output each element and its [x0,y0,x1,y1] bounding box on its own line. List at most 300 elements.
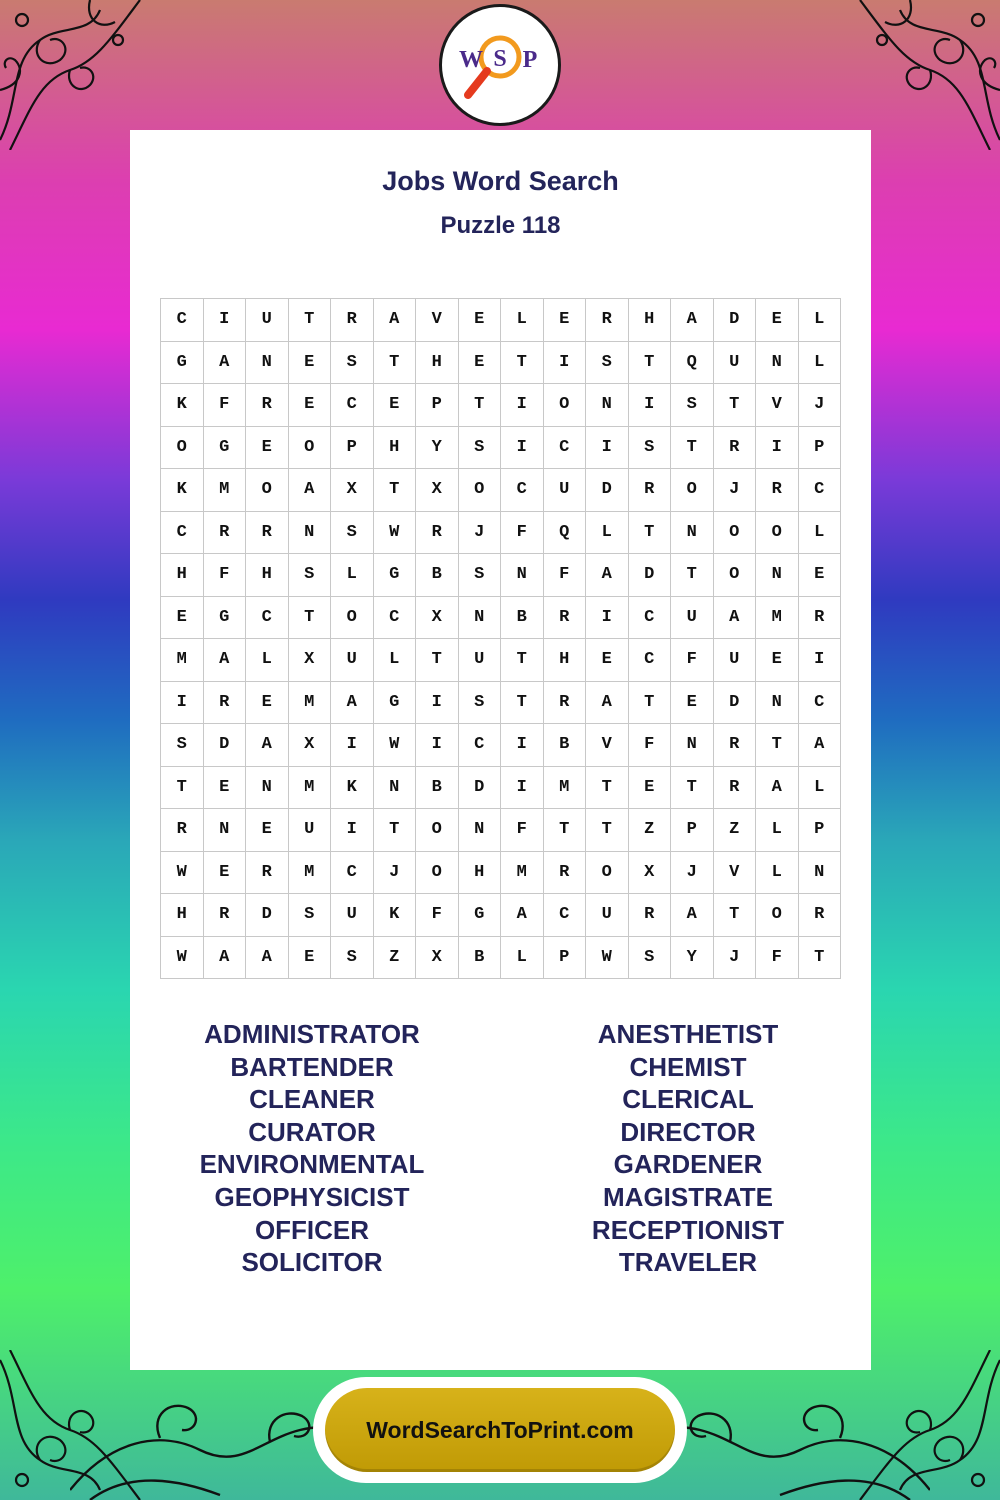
grid-cell[interactable]: Z [713,809,756,852]
word-item: TRAVELER [618,1247,758,1278]
grid-cell[interactable]: N [458,809,501,852]
grid-cell[interactable]: Q [543,511,586,554]
grid-cell[interactable]: T [458,384,501,427]
grid-cell[interactable]: O [586,851,629,894]
grid-cell[interactable]: A [373,299,416,342]
grid-cell[interactable]: H [161,554,204,597]
grid-cell[interactable]: C [501,469,544,512]
grid-cell[interactable]: O [543,384,586,427]
grid-cell[interactable]: V [713,851,756,894]
grid-cell[interactable]: F [203,384,246,427]
grid-cell[interactable]: T [628,341,671,384]
grid-cell[interactable]: U [331,639,374,682]
logo-letter-w: W [459,47,483,73]
word-list-left [147,1018,477,1279]
grid-cell[interactable]: A [288,469,331,512]
grid-cell[interactable]: A [798,724,841,767]
grid-cell[interactable]: H [628,299,671,342]
grid-cell[interactable]: T [756,724,799,767]
grid-cell[interactable]: O [713,554,756,597]
grid-cell[interactable]: G [161,341,204,384]
grid-cell[interactable]: A [246,724,289,767]
grid-cell[interactable]: U [713,639,756,682]
grid-cell[interactable]: X [416,936,459,979]
grid-cell[interactable]: D [203,724,246,767]
word-item: OFFICER [254,1214,370,1245]
grid-cell[interactable]: L [331,554,374,597]
grid-cell[interactable]: L [798,341,841,384]
grid-cell[interactable]: T [671,426,714,469]
grid-cell[interactable]: J [373,851,416,894]
grid-cell[interactable]: E [246,681,289,724]
grid-cell[interactable]: R [543,596,586,639]
grid-cell[interactable]: I [628,384,671,427]
grid-cell[interactable]: O [671,469,714,512]
grid-cell[interactable]: U [586,894,629,937]
grid-cell[interactable]: L [501,936,544,979]
grid-row [161,596,841,639]
puzzle-title: Jobs Word Search [382,166,619,196]
grid-cell[interactable]: T [501,639,544,682]
grid-cell[interactable]: T [416,639,459,682]
grid-cell[interactable]: B [543,724,586,767]
grid-cell[interactable]: C [628,639,671,682]
word-item: DIRECTOR [620,1116,756,1147]
grid-cell[interactable]: N [501,554,544,597]
grid-row [161,554,841,597]
grid-cell[interactable]: E [756,639,799,682]
grid-cell[interactable]: N [756,681,799,724]
grid-cell[interactable]: C [458,724,501,767]
grid-cell[interactable]: E [458,341,501,384]
grid-cell[interactable]: C [161,511,204,554]
grid-cell[interactable]: P [416,384,459,427]
grid-cell[interactable]: A [203,341,246,384]
grid-cell[interactable]: W [161,851,204,894]
grid-cell[interactable]: K [331,766,374,809]
grid-cell[interactable]: G [373,554,416,597]
grid-cell[interactable]: P [798,809,841,852]
grid-cell[interactable]: B [416,766,459,809]
grid-cell[interactable]: U [458,639,501,682]
grid-cell[interactable]: I [586,596,629,639]
word-item: BARTENDER [230,1051,394,1082]
grid-cell[interactable]: J [671,851,714,894]
grid-cell[interactable]: S [458,426,501,469]
grid-cell[interactable]: R [161,809,204,852]
grid-cell[interactable]: E [671,681,714,724]
grid-cell[interactable]: C [628,596,671,639]
grid-cell[interactable]: S [331,511,374,554]
grid-cell[interactable]: I [798,639,841,682]
grid-cell[interactable]: T [161,766,204,809]
grid-cell[interactable]: D [713,299,756,342]
grid-cell[interactable]: Q [671,341,714,384]
grid-cell[interactable]: I [501,766,544,809]
grid-cell[interactable]: E [458,299,501,342]
grid-cell[interactable]: L [501,299,544,342]
grid-cell[interactable]: C [543,894,586,937]
grid-cell[interactable]: Z [628,809,671,852]
grid-cell[interactable]: D [586,469,629,512]
grid-row [161,936,841,979]
grid-cell[interactable]: T [288,299,331,342]
grid-cell[interactable]: N [246,341,289,384]
grid-cell[interactable]: U [246,299,289,342]
grid-cell[interactable]: M [288,851,331,894]
grid-cell[interactable]: L [756,851,799,894]
grid-cell[interactable]: B [416,554,459,597]
grid-cell[interactable]: S [458,554,501,597]
grid-cell[interactable]: O [246,469,289,512]
corner-ornament-top-left [0,0,150,150]
grid-cell[interactable]: I [203,299,246,342]
grid-cell[interactable]: F [628,724,671,767]
grid-cell[interactable]: E [756,299,799,342]
grid-row [161,894,841,937]
word-item: CURATOR [248,1116,376,1147]
grid-cell[interactable]: W [586,936,629,979]
grid-cell[interactable]: N [756,341,799,384]
grid-cell[interactable]: C [161,299,204,342]
grid-cell[interactable]: Y [416,426,459,469]
grid-cell[interactable]: G [203,596,246,639]
grid-row [161,299,841,342]
grid-cell[interactable]: X [288,724,331,767]
grid-cell[interactable]: S [586,341,629,384]
grid-cell[interactable]: T [586,809,629,852]
grid-cell[interactable]: W [373,511,416,554]
grid-cell[interactable]: O [331,596,374,639]
puzzle-card [130,130,871,1370]
grid-cell[interactable]: N [586,384,629,427]
grid-cell[interactable]: I [501,426,544,469]
grid-cell[interactable]: X [416,469,459,512]
grid-cell[interactable]: O [756,894,799,937]
grid-cell[interactable]: O [713,511,756,554]
corner-ornament-top-right [850,0,1000,150]
grid-cell[interactable]: I [586,426,629,469]
grid-cell[interactable]: N [671,724,714,767]
grid-cell[interactable]: M [288,766,331,809]
grid-cell[interactable]: D [713,681,756,724]
grid-cell[interactable]: E [288,341,331,384]
grid-cell[interactable]: R [543,681,586,724]
grid-cell[interactable]: T [713,384,756,427]
grid-cell[interactable]: A [501,894,544,937]
grid-cell[interactable]: T [501,341,544,384]
word-item: MAGISTRATE [603,1181,773,1212]
grid-cell[interactable]: O [416,851,459,894]
grid-cell[interactable]: R [203,894,246,937]
word-item: ADMINISTRATOR [204,1019,420,1049]
grid-cell[interactable]: N [373,766,416,809]
grid-cell[interactable]: N [246,766,289,809]
grid-cell[interactable]: A [671,299,714,342]
grid-cell[interactable]: W [161,936,204,979]
grid-cell[interactable]: C [373,596,416,639]
grid-cell[interactable]: E [203,766,246,809]
grid-cell[interactable]: T [501,681,544,724]
grid-cell[interactable]: O [288,426,331,469]
grid-row [161,724,841,767]
grid-cell[interactable]: U [543,469,586,512]
grid-row [161,639,841,682]
word-item: ANESTHETIST [597,1019,779,1049]
grid-cell[interactable]: C [331,384,374,427]
grid-cell[interactable]: F [671,639,714,682]
grid-cell[interactable]: G [373,681,416,724]
grid-cell[interactable]: A [586,554,629,597]
puzzle-subtitle: Puzzle 118 [440,212,561,239]
grid-cell[interactable]: F [543,554,586,597]
grid-cell[interactable]: E [373,384,416,427]
grid-cell[interactable]: E [288,936,331,979]
grid-cell[interactable]: G [458,894,501,937]
grid-row [161,384,841,427]
grid-cell[interactable]: J [713,469,756,512]
grid-cell[interactable]: T [671,766,714,809]
grid-row [161,426,841,469]
grid-cell[interactable]: P [331,426,374,469]
grid-cell[interactable]: E [628,766,671,809]
grid-cell[interactable]: L [246,639,289,682]
grid-cell[interactable]: R [586,299,629,342]
grid-cell[interactable]: E [246,809,289,852]
grid-cell[interactable]: E [288,384,331,427]
grid-cell[interactable]: R [798,894,841,937]
grid-cell[interactable]: N [756,554,799,597]
grid-cell[interactable]: S [161,724,204,767]
grid-cell[interactable]: M [756,596,799,639]
grid-row [161,511,841,554]
grid-cell[interactable]: S [671,384,714,427]
grid-cell[interactable]: A [713,596,756,639]
grid-cell[interactable]: L [756,809,799,852]
word-item: CLERICAL [622,1084,754,1115]
grid-cell[interactable]: W [373,724,416,767]
grid-cell[interactable]: R [416,511,459,554]
grid-cell[interactable]: V [586,724,629,767]
grid-cell[interactable]: H [543,639,586,682]
grid-cell[interactable]: K [373,894,416,937]
grid-cell[interactable]: A [671,894,714,937]
logo-letter-p: P [522,47,538,73]
grid-cell[interactable]: N [671,511,714,554]
word-list-right [523,1018,853,1279]
grid-cell[interactable]: L [586,511,629,554]
grid-cell[interactable]: H [161,894,204,937]
grid-cell[interactable]: N [288,511,331,554]
grid-cell[interactable]: T [586,766,629,809]
grid-cell[interactable]: H [373,426,416,469]
grid-cell[interactable]: Z [373,936,416,979]
grid-cell[interactable]: E [203,851,246,894]
grid-cell[interactable]: L [798,299,841,342]
grid-cell[interactable]: M [203,469,246,512]
grid-cell[interactable]: C [331,851,374,894]
grid-cell[interactable]: R [246,511,289,554]
grid-cell[interactable]: T [543,809,586,852]
grid-cell[interactable]: M [501,851,544,894]
grid-cell[interactable]: B [458,936,501,979]
grid-cell[interactable]: A [331,681,374,724]
grid-cell[interactable]: C [246,596,289,639]
grid-cell[interactable]: V [756,384,799,427]
grid-cell[interactable]: R [203,681,246,724]
grid-cell[interactable]: J [798,384,841,427]
grid-cell[interactable]: I [756,426,799,469]
grid-cell[interactable]: M [543,766,586,809]
grid-cell[interactable]: A [586,681,629,724]
grid-cell[interactable]: P [798,426,841,469]
grid-cell[interactable]: X [288,639,331,682]
grid-cell[interactable]: I [501,724,544,767]
magnifier-icon [450,15,550,115]
grid-cell[interactable]: D [246,894,289,937]
site-link-button[interactable]: WordSearchToPrint.com [325,1388,675,1472]
grid-row [161,809,841,852]
grid-cell[interactable]: K [161,384,204,427]
grid-row [161,851,841,894]
grid-cell[interactable]: C [798,469,841,512]
grid-cell[interactable]: F [501,511,544,554]
grid-cell[interactable]: O [416,809,459,852]
grid-cell[interactable]: V [416,299,459,342]
grid-cell[interactable]: B [501,596,544,639]
grid-cell[interactable]: H [246,554,289,597]
grid-cell[interactable]: E [798,554,841,597]
grid-cell[interactable]: T [373,809,416,852]
grid-cell[interactable]: L [798,766,841,809]
logo-letter-s: S [493,46,507,72]
grid-cell[interactable]: R [543,851,586,894]
grid-cell[interactable]: R [246,384,289,427]
grid-cell[interactable]: E [586,639,629,682]
grid-cell[interactable]: S [628,426,671,469]
grid-cell[interactable]: S [331,936,374,979]
grid-cell[interactable]: P [671,809,714,852]
grid-cell[interactable]: I [161,681,204,724]
grid-cell[interactable]: L [373,639,416,682]
grid-cell[interactable]: M [161,639,204,682]
grid-cell[interactable]: F [756,936,799,979]
grid-row [161,681,841,724]
grid-cell[interactable]: U [713,341,756,384]
grid-cell[interactable]: A [246,936,289,979]
grid-cell[interactable]: E [246,426,289,469]
word-item: CLEANER [249,1084,375,1115]
grid-cell[interactable]: S [458,681,501,724]
grid-cell[interactable]: R [798,596,841,639]
grid-cell[interactable]: L [798,511,841,554]
grid-cell[interactable]: O [458,469,501,512]
word-item: SOLICITOR [241,1247,383,1278]
grid-cell[interactable]: E [161,596,204,639]
grid-cell[interactable]: X [416,596,459,639]
grid-cell[interactable]: Y [671,936,714,979]
grid-cell[interactable]: I [331,809,374,852]
grid-cell[interactable]: R [331,299,374,342]
grid-cell[interactable]: N [458,596,501,639]
grid-cell[interactable]: I [416,724,459,767]
grid-cell[interactable]: T [713,894,756,937]
word-item: ENVIRONMENTAL [199,1149,425,1180]
grid-cell[interactable]: J [458,511,501,554]
grid-cell[interactable]: U [331,894,374,937]
grid-cell[interactable]: C [543,426,586,469]
grid-cell[interactable]: K [161,469,204,512]
grid-cell[interactable]: I [416,681,459,724]
grid-cell[interactable]: R [628,469,671,512]
grid-cell[interactable]: R [203,511,246,554]
grid-cell[interactable]: U [288,809,331,852]
grid-cell[interactable]: A [756,766,799,809]
grid-cell[interactable]: R [713,724,756,767]
word-item: GEOPHYSICIST [214,1181,410,1212]
grid-cell[interactable]: F [203,554,246,597]
grid-cell[interactable]: S [288,894,331,937]
grid-cell[interactable]: C [798,681,841,724]
grid-cell[interactable]: P [543,936,586,979]
grid-cell[interactable]: S [628,936,671,979]
grid-cell[interactable]: A [203,639,246,682]
grid-cell[interactable]: R [246,851,289,894]
grid-cell[interactable]: T [373,341,416,384]
grid-cell[interactable]: F [416,894,459,937]
grid-cell[interactable]: D [628,554,671,597]
letter-grid [160,298,841,979]
grid-cell[interactable]: S [331,341,374,384]
grid-cell[interactable]: T [628,511,671,554]
grid-cell[interactable]: O [161,426,204,469]
grid-cell[interactable]: H [458,851,501,894]
grid-cell[interactable]: R [713,426,756,469]
grid-cell[interactable]: U [671,596,714,639]
grid-cell[interactable]: G [203,426,246,469]
grid-cell[interactable]: I [331,724,374,767]
grid-cell[interactable]: D [458,766,501,809]
wsp-logo[interactable] [439,4,561,126]
grid-cell[interactable]: T [671,554,714,597]
grid-cell[interactable]: R [756,469,799,512]
grid-cell[interactable]: T [628,681,671,724]
word-item: GARDENER [613,1149,763,1180]
grid-cell[interactable]: T [373,469,416,512]
grid-row [161,341,841,384]
grid-cell[interactable]: M [288,681,331,724]
grid-cell[interactable]: J [713,936,756,979]
grid-cell[interactable]: R [713,766,756,809]
grid-cell[interactable]: O [756,511,799,554]
grid-cell[interactable]: E [543,299,586,342]
grid-cell[interactable]: T [288,596,331,639]
grid-cell[interactable]: I [543,341,586,384]
grid-cell[interactable]: S [288,554,331,597]
grid-cell[interactable]: F [501,809,544,852]
grid-row [161,766,841,809]
grid-cell[interactable]: N [798,851,841,894]
word-item: RECEPTIONIST [591,1214,785,1245]
grid-cell[interactable]: X [331,469,374,512]
grid-cell[interactable]: N [203,809,246,852]
grid-cell[interactable]: T [798,936,841,979]
grid-cell[interactable]: H [416,341,459,384]
grid-cell[interactable]: X [628,851,671,894]
grid-cell[interactable]: A [203,936,246,979]
grid-cell[interactable]: R [628,894,671,937]
grid-cell[interactable]: I [501,384,544,427]
